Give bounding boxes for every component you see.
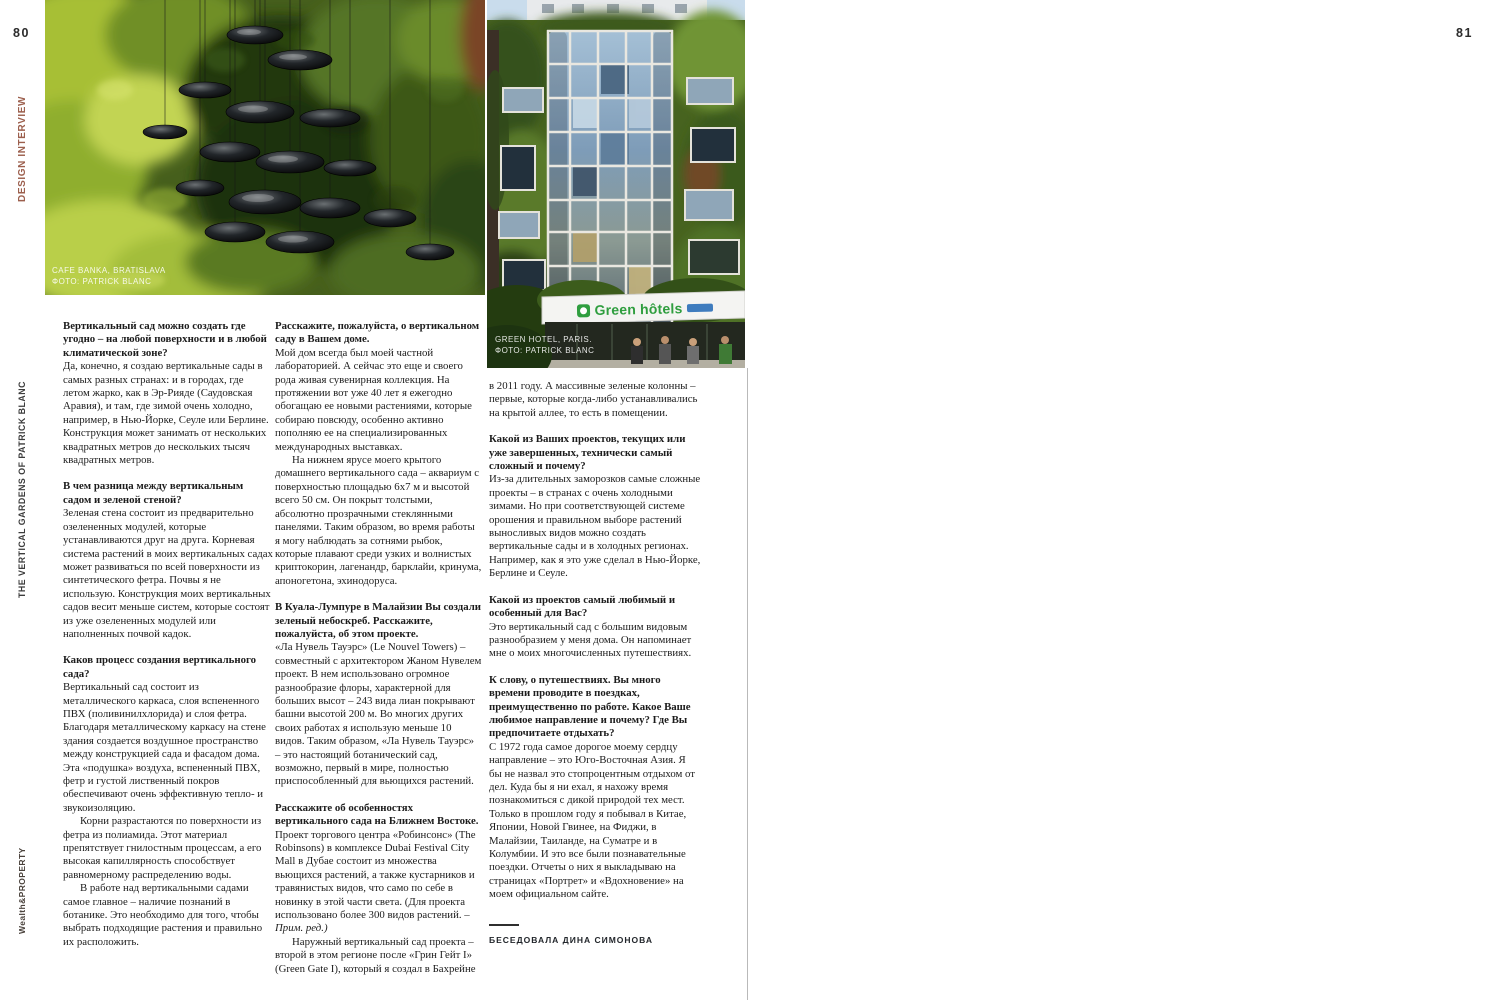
- question-heading: Расскажите, пожалуйста, о вертикальном саду в Вашем доме.: [275, 320, 480, 346]
- blue-partner-logo-icon: [687, 304, 713, 313]
- editor-note: Прим. ред.): [275, 922, 328, 935]
- section-label: DESIGN INTERVIEW: [17, 95, 28, 202]
- answer-paragraph: Да, конечно, я создаю вертикальные сады в самых разных странах: и в городах, где летом жарко, как в Эр-Рияде (Саудовская Аравия), и там, где зимой очень холодно, например, в Нью-Йорке, Сеуле или Берлине. Конструкция может занимать от нескольких квадратных метров до нескольких тысяч квадратных метров.: [63, 360, 269, 467]
- green-hotels-sign-text: Green hôtels: [594, 300, 683, 319]
- credit-rule: [489, 924, 519, 926]
- photo-cafe-banka: [45, 0, 485, 295]
- photo-caption-left-line1: CAFE BANKA, BRATISLAVA: [52, 266, 166, 275]
- page-gutter-divider: [747, 368, 748, 1000]
- magazine-brand: Wealth&PROPERTY: [17, 847, 27, 934]
- question-heading: Вертикальный сад можно создать где угодно – на любой поверхности и в любой климатической зоне?: [63, 320, 267, 359]
- interview-credit: [489, 924, 701, 947]
- question-heading: Каков процесс создания вертикального сада?: [63, 654, 257, 680]
- question-heading: В чем разница между вертикальным садом и зеленой стеной?: [63, 480, 244, 506]
- vertical-garden-photo-illustration: [45, 0, 485, 295]
- question-heading: Какой из проектов самый любимый и особенный для Вас?: [489, 593, 676, 620]
- photo-caption-right-line2: ФОТО: PATRICK BLANC: [495, 346, 595, 355]
- article-column-3: [489, 380, 701, 947]
- photo-caption-right: [495, 334, 594, 356]
- answer-paragraph: Из-за длительных заморозков самые сложные проекты – в странах с очень холодными зимами. Но при соответствующей системе орошения и правильном выборе растений выносливых видов можно создать вертикальные сады и в холодных регионах. Например, как я это уже сделал в Нью-Йорке, Берлине и Сеуле.: [489, 473, 701, 580]
- question-heading: Расскажите об особенностях вертикального сада на Ближнем Востоке.: [275, 801, 479, 828]
- article-column-1: [63, 320, 273, 949]
- green-hotels-logo-icon: [576, 304, 589, 317]
- answer-paragraph: Корни разрастаются по поверхности из фетра из полиамида. Этот материал препятствует гнилостным процессам, а его высокая капиллярность способствует равномерному распределению воды.: [63, 815, 262, 881]
- photo-caption-right-line1: GREEN HOTEL, PARIS.: [495, 335, 592, 344]
- question-heading: К слову, о путешествиях. Вы много времени проводите в поездках, преимущественно по работе. Какое Ваше любимое направление и почему? Где Вы предпочитаете отдыхать?: [489, 673, 691, 740]
- article-title-vertical: THE VERTICAL GARDENS OF PATRICK BLANC: [17, 381, 27, 598]
- credit-label: БЕСЕДОВАЛА ДИНА СИМОНОВА: [489, 934, 654, 945]
- page-number-left: 80: [13, 26, 30, 40]
- green-hotels-sign: [547, 296, 743, 322]
- answer-paragraph: Зеленая стена состоит из предварительно озелененных модулей, которые устанавливаются друг на друга. Корневая система растений в моих вертикальных садах может развиваться по всей поверхности из синтетического фетра. Почвы я не использую. Конструкция моих вертикальных садов весит меньше систем, которые состоят из уже озелененных модулей или наполненных почвой кадок.: [63, 507, 273, 640]
- answer-paragraph: С 1972 года самое дорогое моему сердцу направление – это Юго-Восточная Азия. Я бы не назвал это стопроцентным отдыхом от дел. Куда бы я ни ехал, я нахожу время познакомиться с дикой природой тех мест. Только в прошлом году я побывал в Китае, Японии, Новой Гвинее, на Фиджи, в Малайзии, Таиланде, на Суматре и в Колумбии. И это все были познавательные поездки. Отчеты о них я выкладываю на страницах «Портрет» и «Вдохновение» на моем официальном сайте.: [489, 740, 696, 901]
- photo-green-hotel: [487, 0, 745, 368]
- page-number-right: 81: [1456, 26, 1473, 40]
- answer-paragraph: Это вертикальный сад с большим видовым разнообразием у меня дома. Он напоминает мне о моих многочисленных путешествиях.: [489, 620, 692, 660]
- question-heading: В Куала-Лумпуре в Малайзии Вы создали зеленый небоскреб. Расскажите, пожалуйста, об этом проекте.: [275, 601, 482, 640]
- answer-paragraph: в 2011 году. А массивные зеленые колонны – первые, которые когда-либо устанавливались на крытой аллее, то есть в помещении.: [489, 380, 698, 419]
- photo-caption-left-line2: ФОТО: PATRICK BLANC: [52, 277, 152, 286]
- answer-paragraph: [275, 829, 482, 936]
- answer-paragraph: Вертикальный сад состоит из металлического каркаса, слоя вспененного ПВХ (поливинилхлорида) и слоя фетра. Благодаря металлическому каркасу на стене здания создается воздушное пространство между конструкцией сада и фасадом дома. Эта «подушка» воздуха, вспененный ПВХ, фетр и густой лиственный покров обеспечивают очень эффективную тепло- и звукоизоляцию.: [63, 681, 266, 814]
- photo-caption-left: [52, 265, 166, 287]
- question-heading: Какой из Ваших проектов, текущих или уже завершенных, технически самый сложный и почему?: [489, 433, 686, 473]
- answer-text: Проект торгового центра «Робинсонс» (The Robinsons) в комплексе Dubai Festival City Mall в Дубае состоит из множества вьющихся растений, а также кустарников и травянистых видов, что само по себе в новинку в этой части света. (Для проекта использовано более 300 видов растений. –: [275, 828, 476, 922]
- answer-paragraph: На нижнем ярусе моего крытого домашнего вертикального сада – аквариум с поверхностью площадью 6х7 м и высотой всего 50 см. Он покрыт толстыми, абсолютно прозрачными стеклянными панелями. Таким образом, во время работы я могу наблюдать за сотнями рыбок, которые плавают среди узких и волнистых криптокорин, лагенандр, барклайи, кринума, апоногетона, эхинодоруса.: [275, 454, 482, 587]
- answer-paragraph: «Ла Нувель Тауэрс» (Le Nouvel Towers) – совместный с архитектором Жаном Нувелем проект. В нем использовано огромное разнообразие флоры, характерной для больших высот – 243 вида лиан покрывают башни высотой 200 м. Во многих других своих работах я использую меньше 10 видов. Таким образом, «Ла Нувель Тауэрс» – это настоящий ботанический сад, возможно, первый в мире, полностью приспособленный для вьющихся растений.: [275, 641, 482, 788]
- answer-paragraph: Мой дом всегда был моей частной лабораторией. А сейчас это еще и своего рода живая сувенирная коллекция. На протяжении вот уже 40 лет я ежегодно обогащаю ее новыми растениями, которые собираю повсюду, особенно активно пополняю ее на специализированных международных выставках.: [275, 346, 472, 453]
- answer-paragraph: Наружный вертикальный сад проекта – второй в этом регионе после «Грин Гейт I» (Green Gate I), который я создал в Бахрейне: [275, 935, 476, 975]
- article-column-2: [275, 320, 482, 976]
- answer-paragraph: В работе над вертикальными садами самое главное – наличие познаний в ботанике. Это необходимо для того, чтобы выбрать подходящие растения и правильно их расположить.: [63, 882, 263, 948]
